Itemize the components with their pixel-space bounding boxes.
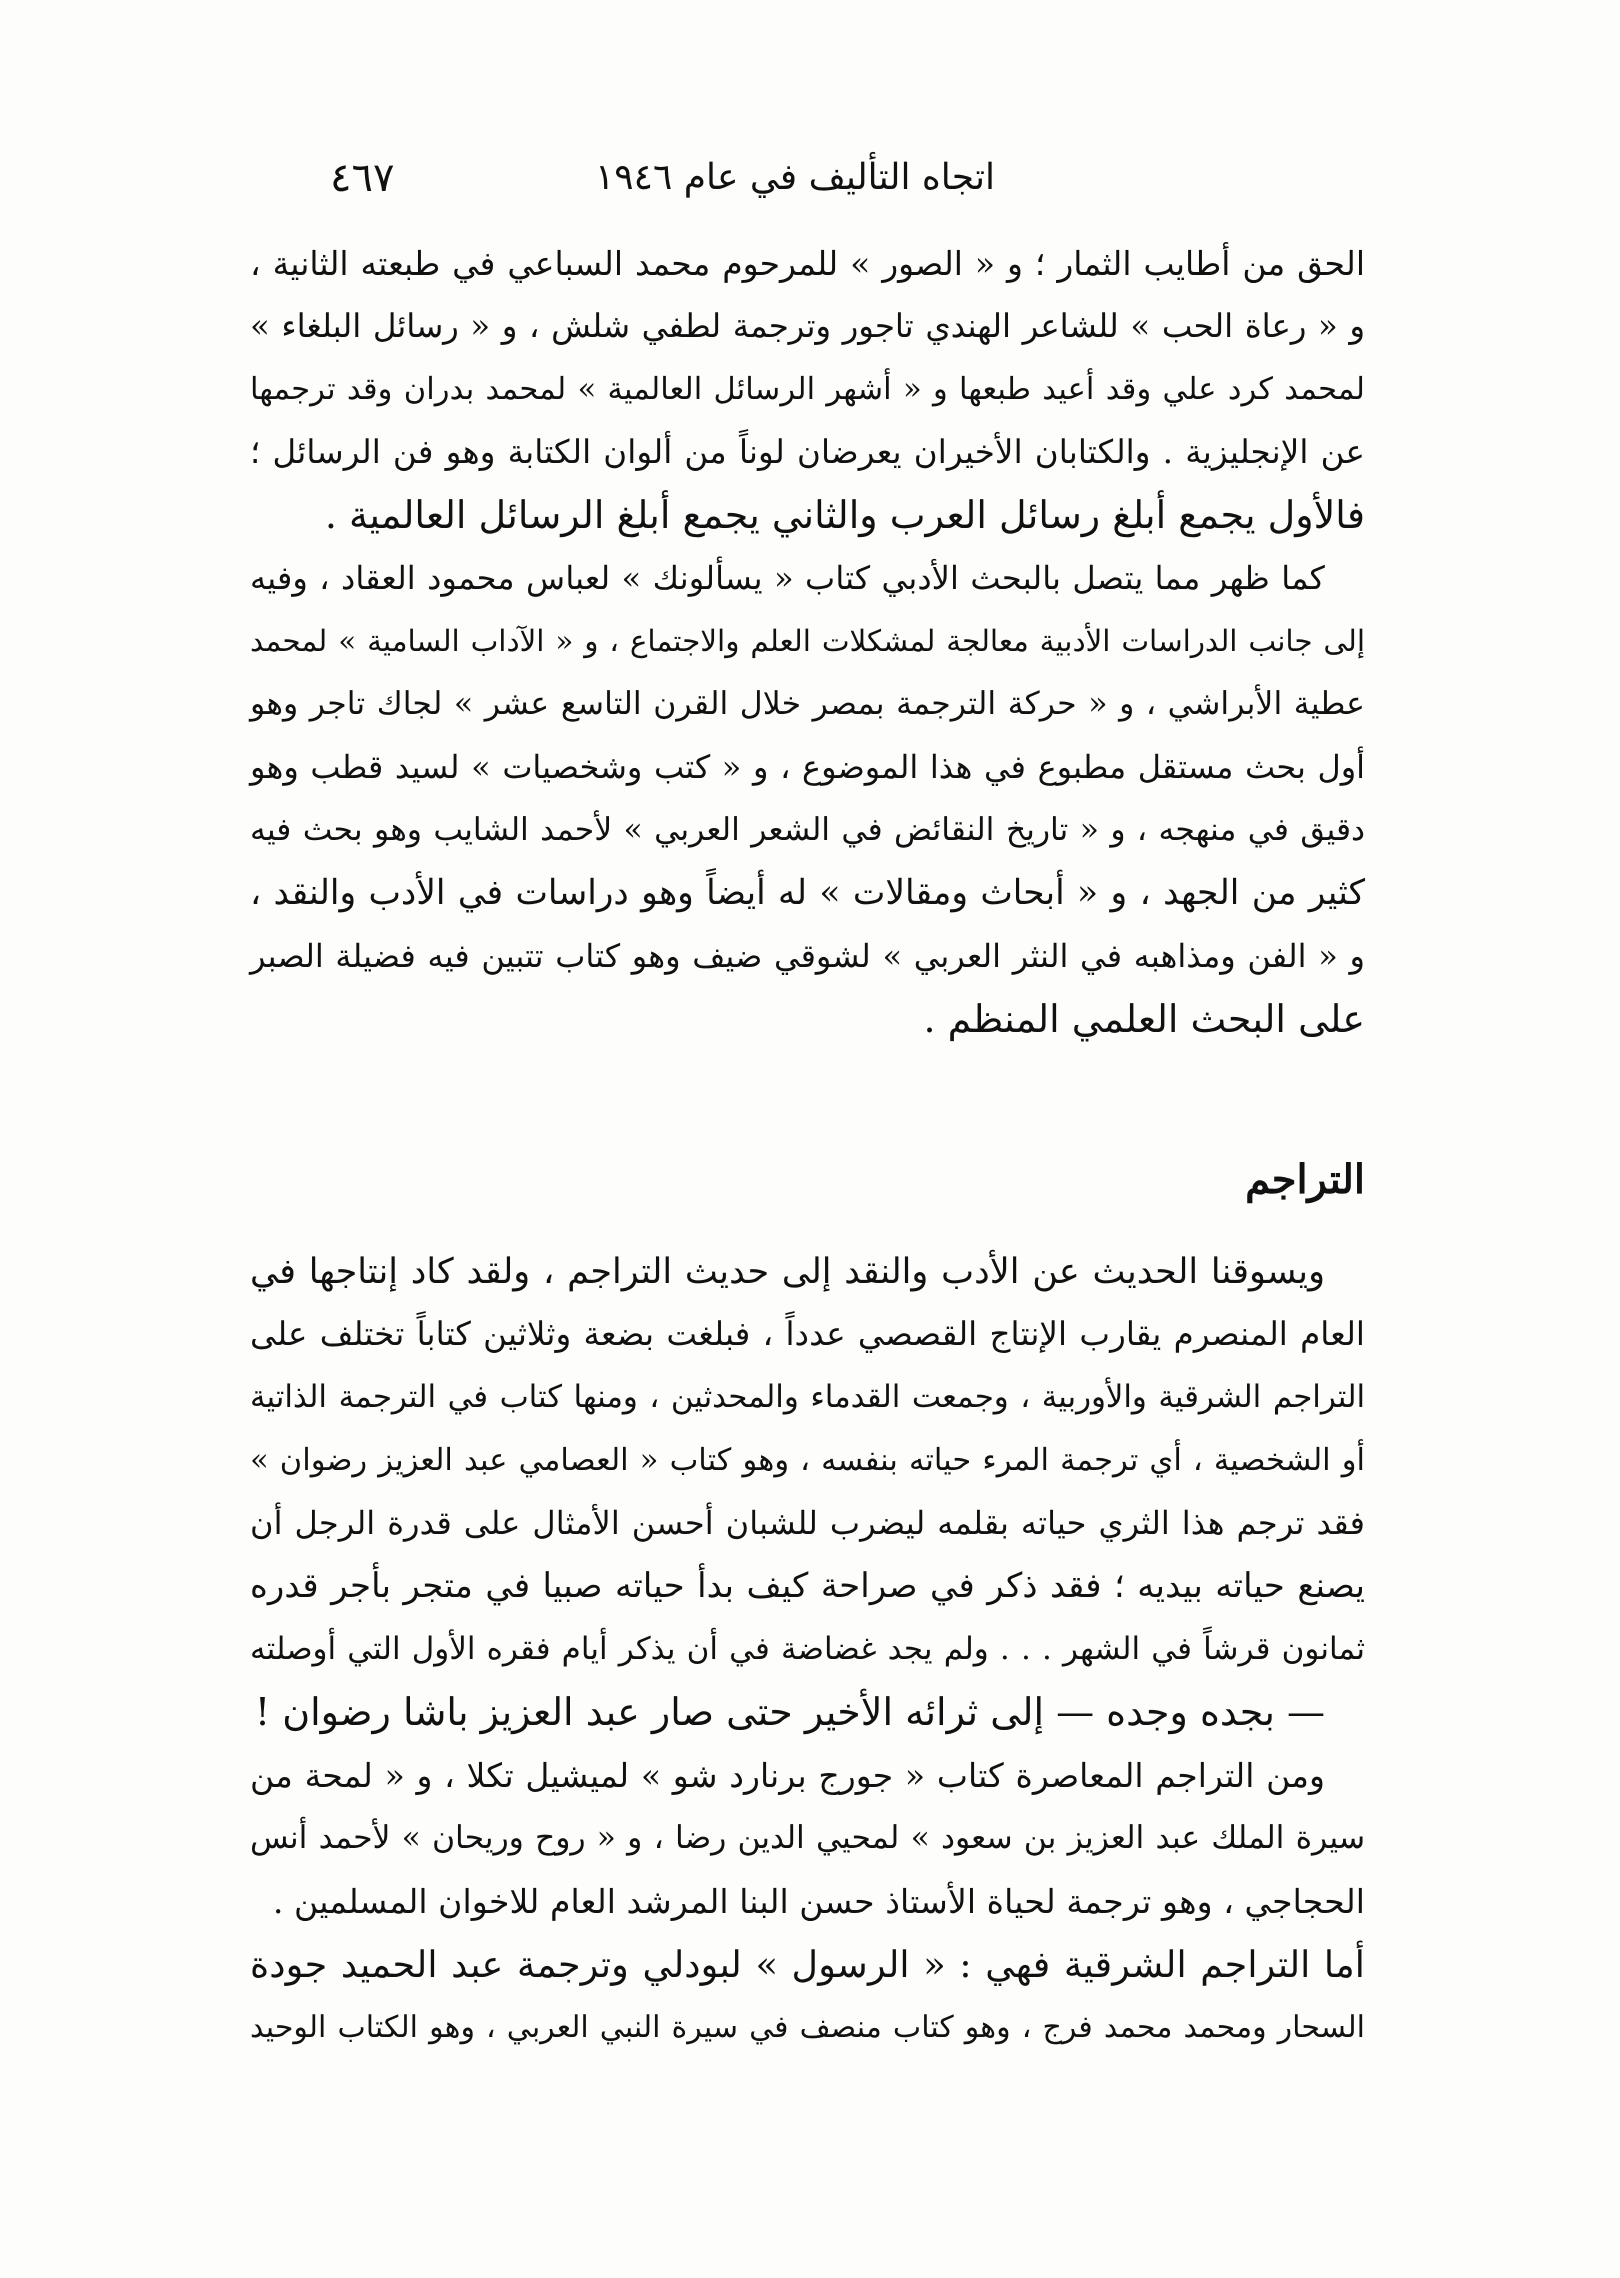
text-line: دقيق في منهجه ، و « تاريخ النقائض في الشعر العربي » لأحمد الشايب وهو بحث فيه [250,812,1365,848]
text-line: العام المنصرم يقارب الإنتاج القصصي عدداً ، فبلغت بضعة وثلاثين كتاباً تختلف على [250,1315,1365,1353]
text-line: أما التراجم الشرقية فهي : « الرسول » لبودلي وترجمة عبد الحميد جودة [250,1943,1365,1986]
page-header [330,148,995,208]
text-line: أول بحث مستقل مطبوع في هذا الموضوع ، و « كتب وشخصيات » لسيد قطب وهو [250,748,1365,786]
text-line: على البحث العلمي المنظم . [923,997,1365,1041]
text-line: أو الشخصية ، أي ترجمة المرء حياته بنفسه ، وهو كتاب « العصامي عبد العزيز رضوان » [250,1443,1365,1478]
section-biographies [250,1240,1365,2059]
paragraph [250,1933,1365,2059]
text-line: و « رعاة الحب » للشاعر الهندي تاجور وترجمة لطفي شلش ، و « رسائل البلغاء » [250,307,1365,345]
text-line: لمحمد كرد علي وقد أعيد طبعها و « أشهر الرسائل العالمية » لمحمد بدران وقد ترجمها [250,372,1365,407]
text-line: إلى جانب الدراسات الأدبية معالجة لمشكلات العلم والاجتماع ، و « الآداب السامية » لمحمد [250,624,1365,658]
text-line: و « الفن ومذاهبه في النثر العربي » لشوقي ضيف وهو كتاب تتبين فيه فضيلة الصبر [250,937,1365,975]
paragraph [250,1744,1365,1933]
text-line: ومن التراجم المعاصرة كتاب « جورج برنارد شو » لميشيل تكلا ، و « لمحة من [250,1756,1325,1795]
text-line: عن الإنجليزية . والكتابان الأخيران يعرضان لوناً من ألوان الكتابة وهو فن الرسائل ؛ [250,433,1365,471]
text-line: ثمانون قرشاً في الشهر . . . ولم يجد غضاضة في أن يذكر أيام فقره الأول التي أوصلته [250,1631,1365,1667]
section-literary-studies [250,232,1365,1051]
text-line: ويسوقنا الحديث عن الأدب والنقد إلى حديث التراجم ، ولقد كاد إنتاجها في [250,1251,1325,1292]
paragraph [250,232,1365,547]
text-line: فقد ترجم هذا الثري حياته بقلمه ليضرب للشبان أحسن الأمثال على قدرة الرجل أن [250,1504,1365,1542]
section-heading: التراجم [1245,1156,1365,1203]
text-line: التراجم الشرقية والأوربية ، وجمعت القدماء والمحدثين ، ومنها كتاب في الترجمة الذاتية [250,1379,1365,1415]
text-line: الحجاجي ، وهو ترجمة لحياة الأستاذ حسن البنا المرشد العام للاخوان المسلمين . [272,1882,1365,1921]
text-line: الحق من أطايب الثمار ؛ و « الصور » للمرحوم محمد السباعي في طبعته الثانية ، [250,244,1365,283]
running-title: اتجاه التأليف في عام ١٩٤٦ [594,157,995,198]
text-line: كما ظهر مما يتصل بالبحث الأدبي كتاب « يسألونك » لعباس محمود العقاد ، وفيه [250,559,1325,597]
text-line: سيرة الملك عبد العزيز بن سعود » لمحيي الدين رضا ، و « روح وريحان » لأحمد أنس [250,1820,1365,1856]
text-line: عطية الأبراشي ، و « حركة الترجمة بمصر خلال القرن التاسع عشر » لجاك تاجر وهو [250,686,1365,722]
text-line: — بجده وجده — إلى ثرائه الأخير حتى صار عبد العزيز باشا رضوان ! [254,1690,1325,1734]
page-number: ٤٦٧ [330,155,395,201]
text-line: يصنع حياته بيديه ؛ فقد ذكر في صراحة كيف بدأ حياته صبيا في متجر بأجر قدره [250,1566,1365,1606]
paragraph [250,1240,1365,1744]
text-line: السحار ومحمد محمد فرج ، وهو كتاب منصف في سيرة النبي العربي ، وهو الكتاب الوحيد [250,2010,1365,2045]
text-line: كثير من الجهد ، و « أبحاث ومقالات » له أيضاً وهو دراسات في الأدب والنقد ، [250,873,1365,913]
paragraph [250,547,1365,1051]
text-line: فالأول يجمع أبلغ رسائل العرب والثاني يجمع أبلغ الرسائل العالمية . [324,493,1365,537]
